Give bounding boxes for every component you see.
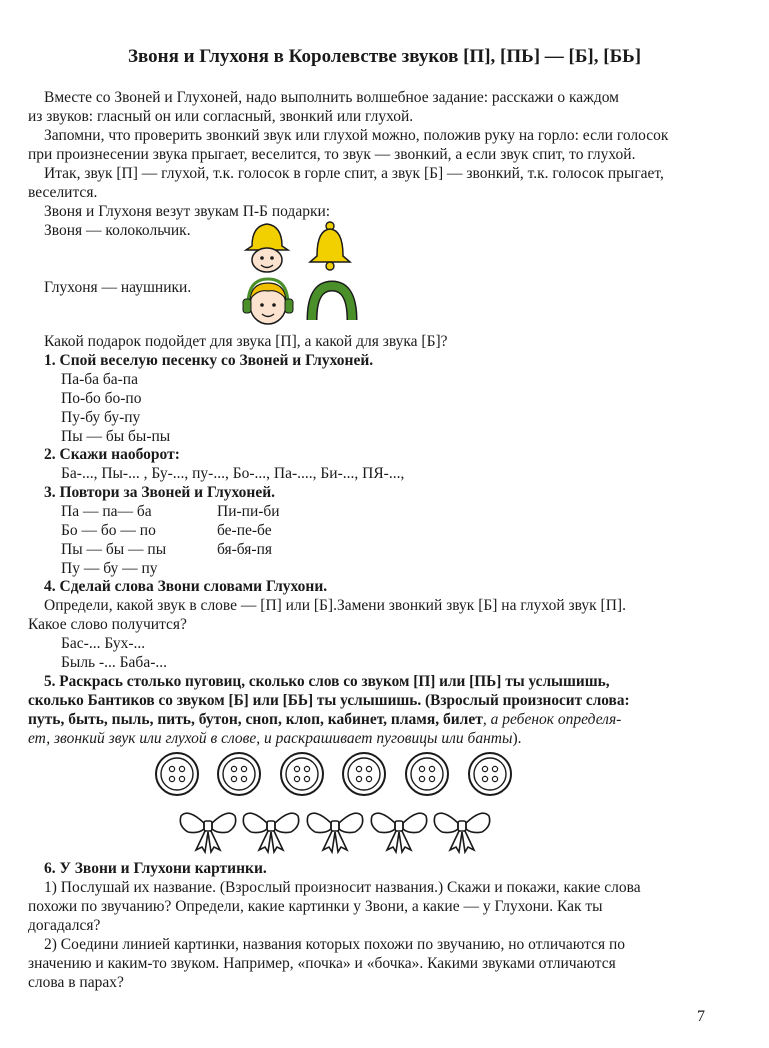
task5-line: сколько Бантиков со звуком [Б] или [БЬ] ты услышишь. (Взрослый произносит слова: <box>28 692 630 709</box>
page-number: 7 <box>697 1008 705 1025</box>
bow-icon <box>434 813 489 852</box>
task2-heading: 2. Скажи наоборот: <box>44 446 180 463</box>
task4-line: Быль -... Баба-... <box>61 654 167 671</box>
bows-svg <box>178 800 498 854</box>
task5-instruction: ет, звонкий звук или глухой в слове, и раскрашивает пуговицы или банты <box>28 730 513 747</box>
intro-line: Звоня и Глухоня везут звукам П-Б подарки: <box>44 203 331 220</box>
button-icon <box>343 753 385 795</box>
task3-left-line: Пы — бы — пы <box>61 541 167 558</box>
bow-icon <box>243 813 298 852</box>
task6-line: похожи по звучанию? Определи, какие картинки у Звони, а какие — у Глухони. Как ты <box>28 898 603 915</box>
task3-left-line: Бо — бо — по <box>61 522 156 539</box>
bow-icon <box>307 813 362 852</box>
task5-line: 5. Раскрась столько пуговиц, сколько слов со звуком [П] или [ПЬ] ты услышишь, <box>44 673 610 690</box>
button-icon <box>156 753 198 795</box>
headphones-head-image <box>238 275 298 331</box>
task6-heading: 6. У Звони и Глухони картинки. <box>44 860 267 877</box>
task5-line <box>28 711 621 729</box>
bow-icon <box>180 813 235 852</box>
task2-line: Ба-..., Пы-... , Бу-..., пу-..., Бо-..., Па-...., Би-..., ПЯ-..., <box>61 465 405 482</box>
task3-left-line: Пу — бу — пу <box>61 560 158 577</box>
task1-line: Пы — бы бы-пы <box>61 428 171 445</box>
gift-zvonya: Звоня — колокольчик. <box>44 222 191 239</box>
task1-line: По-бо бо-по <box>61 390 142 407</box>
task6-line: 2) Соедини линией картинки, названия которых похожи по звучанию, но отличаются по <box>44 936 626 953</box>
button-icon <box>469 753 511 795</box>
bows-row <box>178 800 498 854</box>
task6-line: слова в парах? <box>28 974 124 991</box>
gift-gluhonya: Глухоня — наушники. <box>44 279 192 296</box>
task5-close: ). <box>512 730 522 747</box>
task4-heading: 4. Сделай слова Звони словами Глухони. <box>44 578 328 595</box>
intro-line: из звуков: гласный он или согласный, звонкий или глухой. <box>28 108 414 125</box>
task5-word-list: путь, быть, пыль, пить, бутон, сноп, клоп, кабинет, пламя, билет <box>28 711 483 728</box>
button-icon <box>218 753 260 795</box>
task4-line: Определи, какой звук в слове — [П] или [Б].Замени звонкий звук [Б] на глухой звук [П]. <box>44 597 626 614</box>
task6-line: догадался? <box>28 917 101 934</box>
task3-right-line: Пи-пи-би <box>217 503 280 520</box>
task3-heading: 3. Повтори за Звоней и Глухоней. <box>44 484 276 501</box>
task6-line: 1) Послушай их название. (Взрослый произносит названия.) Скажи и покажи, какие слова <box>44 879 641 896</box>
task4-line: Бас-... Бух-... <box>61 635 146 652</box>
intro-line: Вместе со Звоней и Глухоней, надо выполнить волшебное задание: расскажи о каждом <box>44 89 619 106</box>
buttons-row <box>154 750 544 798</box>
task5-instruction: , а ребенок определя- <box>482 711 622 728</box>
task6-line: значению и каким-то звуком. Например, «почка» и «бочка». Какими звуками отличаются <box>28 955 616 972</box>
intro-line: Запомни, что проверить звонкий звук или глухой можно, положив руку на горло: если голосок <box>44 127 669 144</box>
page-title: Звоня и Глухоня в Королевстве звуков [П], [ПЬ] — [Б], [БЬ] <box>127 46 642 67</box>
bell-head-image <box>238 220 296 274</box>
bell-icon <box>305 220 355 272</box>
task3-left-line: Па — па— ба <box>61 503 152 520</box>
button-icon <box>406 753 448 795</box>
task3-right-line: бя-бя-пя <box>217 541 273 558</box>
intro-line: при произнесении звука прыгает, веселится, то звук — звонкий, а если звук спит, то глухой. <box>28 146 636 163</box>
task5-line <box>28 730 522 748</box>
task1-line: Пу-бу бу-пу <box>61 409 141 426</box>
intro-line: веселится. <box>28 184 98 201</box>
buttons-svg <box>154 750 544 798</box>
gift-question: Какой подарок подойдет для звука [П], а какой для звука [Б]? <box>44 333 448 350</box>
task1-heading: 1. Спой веселую песенку со Звоней и Глухоней. <box>44 352 374 369</box>
task1-line: Па-ба ба-па <box>61 371 138 388</box>
headphones-icon <box>304 280 360 328</box>
button-icon <box>281 753 323 795</box>
task3-right-line: бе-пе-бе <box>217 522 272 539</box>
bow-icon <box>371 813 426 852</box>
task4-line: Какое слово получится? <box>28 616 187 633</box>
intro-line: Итак, звук [П] — глухой, т.к. голосок в горле спит, а звук [Б] — звонкий, т.к. голосок прыгает, <box>44 165 664 182</box>
